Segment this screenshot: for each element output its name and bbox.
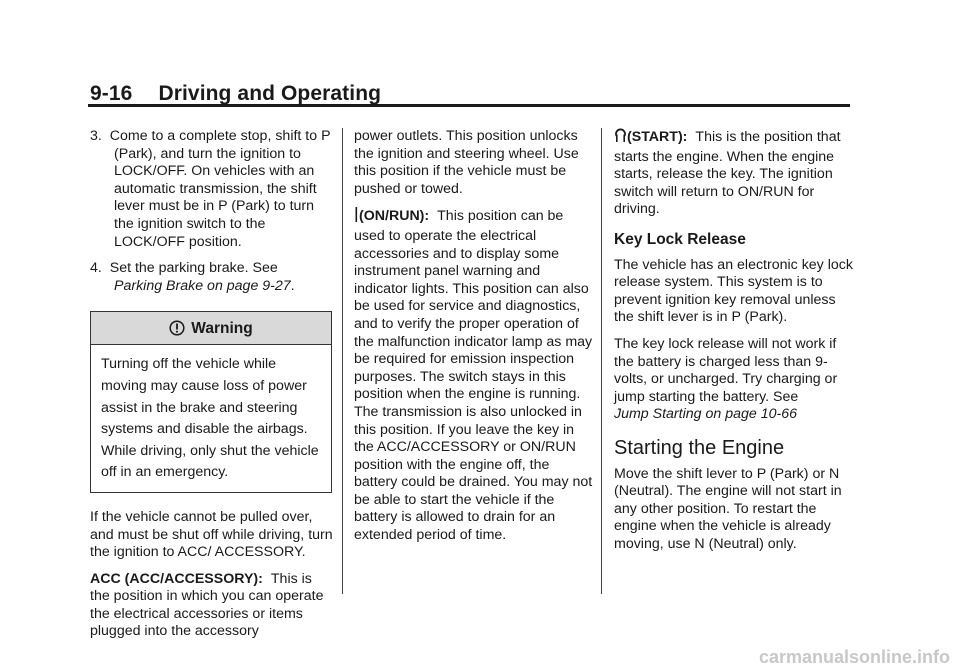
on-run-paragraph bbox=[354, 207, 594, 544]
column-2 bbox=[354, 128, 594, 554]
warning-icon bbox=[169, 320, 185, 336]
starting-engine-heading: Starting the Engine bbox=[614, 436, 785, 459]
page-number: 9-16 bbox=[90, 82, 133, 105]
step-3: 3. Come to a complete stop, shift to P (Park), and turn the ignition to LOCK/OFF. On vehicles with an automatic transmission, the shift lever must be in P (Park) to turn the ignition switch to the LOCK/OFF position. bbox=[90, 128, 331, 250]
section-title: Driving and Operating bbox=[158, 82, 382, 105]
acc-text: This is the position in which you can operate the electrical accessories or items plugged into the accessory bbox=[90, 570, 324, 640]
key-lock-heading: Key Lock Release bbox=[614, 230, 746, 248]
start-text: This is the position that starts the engine. When the engine starts, release the key. The ignition switch will return to ON/RUN for driving. bbox=[614, 129, 841, 218]
warning-text: Turning off the vehicle while moving may cause loss of power assist in the brake and steering systems and disable the airbags. While driving, only shut the vehicle off in an emergency. bbox=[101, 356, 319, 481]
acc-term: ACC (ACC/ACCESSORY): bbox=[90, 570, 263, 587]
watermark: carmanualsonline.info bbox=[758, 647, 950, 667]
warning-header bbox=[91, 312, 331, 345]
step-3-text: Come to a complete stop, shift to P (Park), and turn the ignition to LOCK/OFF. On vehicles with an automatic transmission, the shift lever must be in P (Park) to turn the ignition switch to the LOCK/OFF position. bbox=[109, 128, 331, 250]
column-1 bbox=[90, 128, 335, 650]
page-header bbox=[90, 82, 381, 106]
key-lock-paragraph-1: The vehicle has an electronic key lock release system. This system is to prevent ignition key removal unless the shift lever is in P (Park). bbox=[614, 256, 853, 326]
acc-continued: power outlets. This position unlocks the ignition and steering wheel. Use this position if the vehicle must be pushed or towed. bbox=[354, 128, 579, 197]
warning-title: Warning bbox=[191, 320, 253, 338]
jump-starting-link[interactable]: Jump Starting on page 10-66 bbox=[614, 406, 797, 423]
header-rule bbox=[88, 104, 850, 107]
on-run-text: This position can be used to operate the electrical accessories and to display some instrument panel warning and indicator lights. This position can also be used for service and diagnostics, and to verify the proper operation of the malfunction indicator lamp as may be required for emission inspection purposes. The switch stays in this position when the engine is running. The transmission is also unlocked in this position. If you leave the key in the ACC/ACCESSORY or ON/RUN position with the engine off, the battery could be drained. You may not be able to start the vehicle if the battery is allowed to drain for an extended period of time. bbox=[354, 208, 593, 544]
step-4-text: Set the parking brake. See bbox=[109, 260, 278, 277]
column-divider-2 bbox=[601, 128, 602, 594]
warning-box bbox=[90, 311, 332, 493]
start-term: (START): bbox=[627, 129, 688, 145]
column-3 bbox=[614, 128, 859, 562]
step-4: 4. Set the parking brake. See Parking Brake on page 9-27. bbox=[90, 260, 295, 294]
start-paragraph bbox=[614, 128, 859, 219]
starting-engine-paragraph: Move the shift lever to P (Park) or N (Neutral). The engine will not start in any other position. To restart the engine when the vehicle is already moving, use N (Neutral) only. bbox=[614, 465, 842, 552]
acc-paragraph bbox=[90, 571, 335, 641]
column-divider-1 bbox=[342, 128, 343, 594]
on-run-term: (ON/RUN): bbox=[359, 208, 430, 225]
parking-brake-link[interactable]: Parking Brake on page 9-27 bbox=[114, 277, 291, 294]
key-lock-paragraph-2: The key lock release will not work if the battery is charged less than 9-volts, or uncharged. Try charging or jump starting the battery. See Jump Starting on page 10-66 bbox=[614, 335, 838, 423]
pull-over-paragraph: If the vehicle cannot be pulled over, and must be shut off while driving, turn the ignition to ACC/ ACCESSORY. bbox=[90, 508, 333, 561]
start-key-icon bbox=[614, 128, 627, 149]
